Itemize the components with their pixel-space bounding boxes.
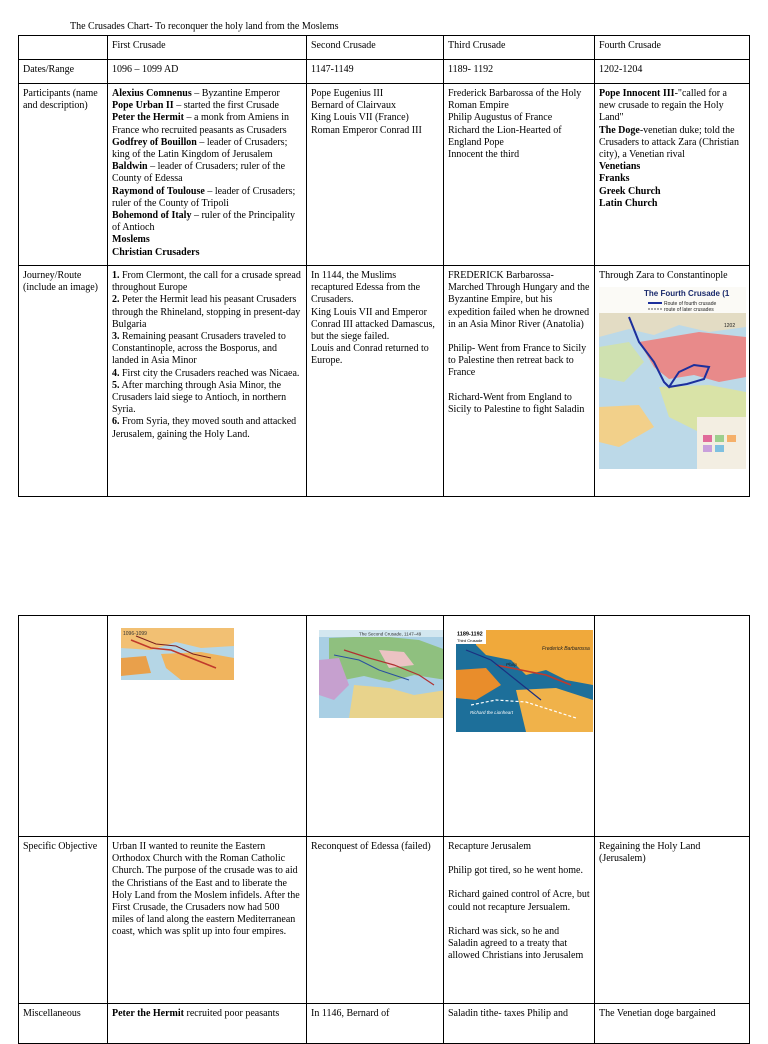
- third-crusade-map-image: [456, 630, 593, 732]
- participant-entry: King Louis VII (France): [311, 112, 409, 124]
- participant-name: Franks: [599, 173, 630, 185]
- participant-name: Latin Church: [599, 197, 658, 209]
- participant-name: Moslems: [112, 234, 150, 246]
- journey-row: [19, 266, 750, 497]
- participants-first: [108, 84, 307, 266]
- participant-entry: Frederick Barbarossa of the Holy Roman Empire: [448, 88, 582, 112]
- participant-name: Pope Urban II: [112, 100, 174, 112]
- first-crusade-map-image: [121, 628, 234, 680]
- journey-text: In 1144, the Muslims recaptured Edessa from the Crusaders.: [311, 270, 421, 306]
- objective-second: Reconquest of Edessa (failed): [307, 837, 444, 1004]
- maps-third: [444, 616, 595, 837]
- misc-text: recruited poor peasants: [184, 1008, 280, 1019]
- participant-name: Pope Innocent III: [599, 88, 675, 99]
- header-third-crusade: Third Crusade: [444, 36, 595, 60]
- header-second-crusade: Second Crusade: [307, 36, 444, 60]
- misc-label: Miscellaneous: [19, 1004, 108, 1044]
- participant-entry: Innocent the third: [448, 149, 520, 161]
- maps-fourth-empty: [595, 616, 750, 837]
- participants-second: [307, 84, 444, 266]
- dates-first: 1096 – 1099 AD: [108, 60, 307, 84]
- participant-name: Godfrey of Bouillon: [112, 136, 197, 148]
- document-title: The Crusades Chart- To reconquer the holy land from the Moslems: [70, 21, 339, 32]
- participant-desc: -venetian duke; told the Crusaders to attack Zara (Christian city), a Venetian rival: [599, 124, 739, 161]
- dates-row: [19, 60, 750, 84]
- objective-text: Recapture Jerusalem: [448, 841, 532, 852]
- objective-text: Philip got tired, so he went home.: [448, 865, 583, 877]
- map-year-label: 1189-1192: [457, 631, 483, 638]
- journey-text: Louis and Conrad returned to Europe.: [311, 343, 429, 367]
- journey-text: King Louis VII and Emperor Conrad III attacked Damascus, but the siege failed.: [311, 306, 435, 343]
- journey-text: Through Zara to Constantinople: [599, 270, 728, 281]
- maps-first: [108, 616, 307, 837]
- second-crusade-map-image: [319, 630, 444, 718]
- dates-label: Dates/Range: [19, 60, 108, 84]
- map-label-richard: Richard the Lionheart: [470, 710, 514, 715]
- map-label-philip: Philip: [506, 662, 518, 667]
- map-legend-later: route of later crusades: [664, 307, 714, 314]
- map-year-label: 1096-1099: [123, 631, 147, 637]
- participant-desc: – leader of Crusaders; ruler of the County of Tripoli: [112, 185, 296, 209]
- participant-desc: -"called for a new crusade to regain the Holy Land": [599, 88, 727, 124]
- participant-name: Christian Crusaders: [112, 246, 200, 258]
- participant-desc: – ruler of the Principality of Antioch: [112, 210, 296, 234]
- objective-text: Richard was sick, so he and Saladin agreed to a treaty that allowed Christians into Jerusalem: [448, 925, 584, 962]
- header-row: [19, 36, 750, 60]
- journey-first: [108, 266, 307, 497]
- maps-row: [19, 616, 750, 837]
- participant-name: Bohemond of Italy: [112, 210, 192, 222]
- participant-desc: – Byzantine Emperor: [191, 88, 280, 99]
- participant-desc: – leader of Crusaders; ruler of the County of Edessa: [112, 161, 286, 185]
- dates-third: 1189- 1192: [444, 60, 595, 84]
- participant-name: Venetians: [599, 161, 641, 173]
- objective-fourth: Regaining the Holy Land (Jerusalem): [595, 837, 750, 1004]
- step-text: Peter the Hermit lead his peasant Crusaders through the Rhineland, stopping in present-day Bulgaria: [112, 294, 301, 330]
- journey-label: Journey/Route (include an image): [19, 266, 108, 497]
- map-title: The Second Crusade, 1147–49: [359, 631, 422, 637]
- objective-third: [444, 837, 595, 1004]
- step-text: First city the Crusaders reached was Nicaea.: [119, 367, 300, 379]
- objective-text: Richard gained control of Acre, but could not recapture Jersualem.: [448, 889, 590, 913]
- map-year-label: 1202: [724, 323, 736, 330]
- journey-third: [444, 266, 595, 497]
- participants-row: [19, 84, 750, 266]
- journey-text: Philip- Went from France to Sicily to Palestine then retreat back to France: [448, 343, 587, 379]
- participant-name: Peter the Hermit: [112, 112, 184, 124]
- journey-text: Richard-Went from England to Sicily to Palestine to fight Saladin: [448, 391, 585, 415]
- participant-entry: Pope Eugenius III: [311, 88, 384, 99]
- participants-label: Participants (name and description): [19, 84, 108, 266]
- journey-second: [307, 266, 444, 497]
- journey-fourth: [595, 266, 750, 497]
- participant-entry: Philip Augustus of France: [448, 112, 553, 124]
- step-number: 5.: [112, 379, 120, 391]
- header-cell-empty: [19, 36, 108, 60]
- participant-desc: – started the first Crusade: [173, 100, 279, 112]
- fourth-crusade-map-image: [599, 287, 746, 469]
- misc-second: In 1146, Bernard of: [307, 1004, 444, 1044]
- map-legend-route: Route of fourth crusade: [664, 301, 717, 308]
- header-fourth-crusade: Fourth Crusade: [595, 36, 750, 60]
- participant-desc: – a monk from Amiens in France who recruited peasants as Crusaders: [112, 112, 289, 136]
- objective-first: Urban II wanted to reunite the Eastern Orthodox Church with the Roman Catholic Church. The purpose of the crusade was to aid the Christians of the East and to liberate the Holy Land from the Moslem infidels. After the First Crusade, the Crusaders now had 500 miles of land along the eastern Mediterranean coast, which was split up into four empires.: [108, 837, 307, 1004]
- participant-name: Baldwin: [112, 161, 148, 173]
- participants-third: [444, 84, 595, 266]
- maps-second: [307, 616, 444, 837]
- participants-fourth: [595, 84, 750, 266]
- participant-entry: Bernard of Clairvaux: [311, 100, 396, 112]
- objective-row: [19, 837, 750, 1004]
- step-text: From Syria, they moved south and attacked Jerusalem, gaining the Holy Land.: [112, 416, 297, 440]
- misc-third: Saladin tithe- taxes Philip and: [444, 1004, 595, 1044]
- map-title: The Fourth Crusade (1: [644, 289, 730, 299]
- step-number: 2.: [112, 294, 120, 306]
- dates-second: 1147-1149: [307, 60, 444, 84]
- dates-fourth: 1202-1204: [595, 60, 750, 84]
- participant-entry: Roman Emperor Conrad III: [311, 124, 422, 136]
- step-number: 3.: [112, 331, 120, 343]
- journey-text: FREDERICK Barbarossa- Marched Through Hungary and the Byzantine Empire, but his expedition failed when he drowned in an Asia Minor River (Anatolia): [448, 270, 590, 330]
- map-label-frederick: Frederick Barbarossa: [542, 646, 590, 652]
- step-number: 4.: [112, 367, 120, 379]
- objective-label: Specific Objective: [19, 837, 108, 1004]
- misc-fourth: The Venetian doge bargained: [595, 1004, 750, 1044]
- step-text: After marching through Asia Minor, the Crusaders laid siege to Antioch, in northern Syria.: [112, 379, 287, 416]
- step-number: 1.: [112, 270, 120, 281]
- step-text: From Clermont, the call for a crusade spread throughout Europe: [112, 270, 301, 294]
- participant-name: Raymond of Toulouse: [112, 185, 205, 197]
- maps-label-empty: [19, 616, 108, 837]
- misc-name: Peter the Hermit: [112, 1008, 184, 1019]
- participant-name: The Doge: [599, 124, 640, 136]
- crusades-table-bottom: [18, 615, 750, 1044]
- participant-entry: Richard the Lion-Hearted of England Pope: [448, 124, 562, 148]
- participant-desc: – leader of Crusaders; king of the Latin Kingdom of Jerusalem: [112, 136, 288, 161]
- header-first-crusade: First Crusade: [108, 36, 307, 60]
- crusades-table-top: [18, 35, 750, 497]
- step-number: 6.: [112, 416, 120, 428]
- participant-name: Alexius Comnenus: [112, 88, 192, 99]
- map-caption: Third Crusade: [457, 638, 483, 643]
- participant-name: Greek Church: [599, 185, 661, 197]
- step-text: Remaining peasant Crusaders traveled to Constantinople, across the Bosporus, and landed in Asia Minor: [112, 331, 286, 367]
